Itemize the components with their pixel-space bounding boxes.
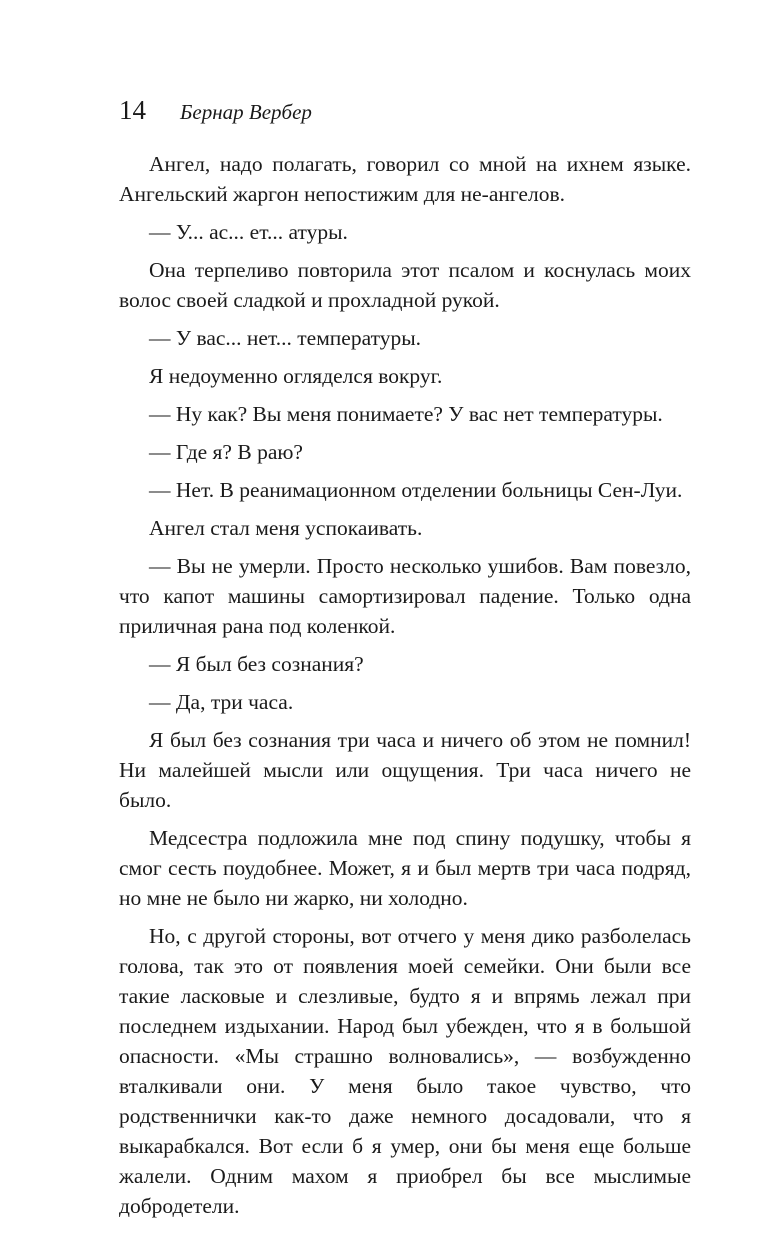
- paragraph: Я был без сознания три часа и ничего об этом не помнил! Ни малейшей мысли или ощущения. Три часа ничего не было.: [119, 728, 691, 812]
- paragraph: — Я был без сознания?: [149, 652, 364, 676]
- page-number: 14: [119, 95, 146, 125]
- paragraph: — Ну как? Вы меня понимаете? У вас нет температуры.: [149, 402, 663, 426]
- paragraph: Ангел, надо полагать, говорил со мной на ихнем языке. Ангельский жаргон непостижим для не-ангелов.: [119, 152, 691, 206]
- paragraph: Я недоуменно огляделся вокруг.: [149, 364, 443, 388]
- paragraph: Ангел стал меня успокаивать.: [149, 516, 423, 540]
- paragraph: — Да, три часа.: [149, 690, 294, 714]
- paragraph: Но, с другой стороны, вот отчего у меня дико разболелась голова, так это от появления моей семейки. Они были все такие ласковые и слезливые, будто я и впрямь лежал при последнем издыхании. Народ был убежден, что я в большой опасности. «Мы страшно волновались», — возбужденно вталкивали они. У меня было такое чувство, что родственнички как-то даже немного досадовали, что я выкарабкался. Вот если б я умер, они бы меня еще больше жалели. Одним махом я приобрел бы все мыслимые добродетели.: [119, 924, 691, 1218]
- author-name: Бернар Вербер: [180, 100, 312, 124]
- body-text: [119, 141, 691, 1221]
- paragraph: Медсестра подложила мне под спину подушку, чтобы я смог сесть поудобнее. Может, я и был мертв три часа подряд, но мне не было ни жарко, ни холодно.: [119, 826, 691, 910]
- paragraph: — Где я? В раю?: [149, 440, 303, 464]
- paragraph: — Нет. В реанимационном отделении больницы Сен-Луи.: [149, 478, 683, 502]
- paragraph: — У... ас... ет... атуры.: [149, 220, 348, 244]
- paragraph: Она терпеливо повторила этот псалом и коснулась моих волос своей сладкой и прохладной рукой.: [119, 258, 691, 312]
- running-head: [119, 92, 312, 128]
- paragraph: — У вас... нет... температуры.: [149, 326, 422, 350]
- paragraph: — Вы не умерли. Просто несколько ушибов. Вам повезло, что капот машины самортизировал падение. Только одна приличная рана под коленкой.: [119, 554, 691, 638]
